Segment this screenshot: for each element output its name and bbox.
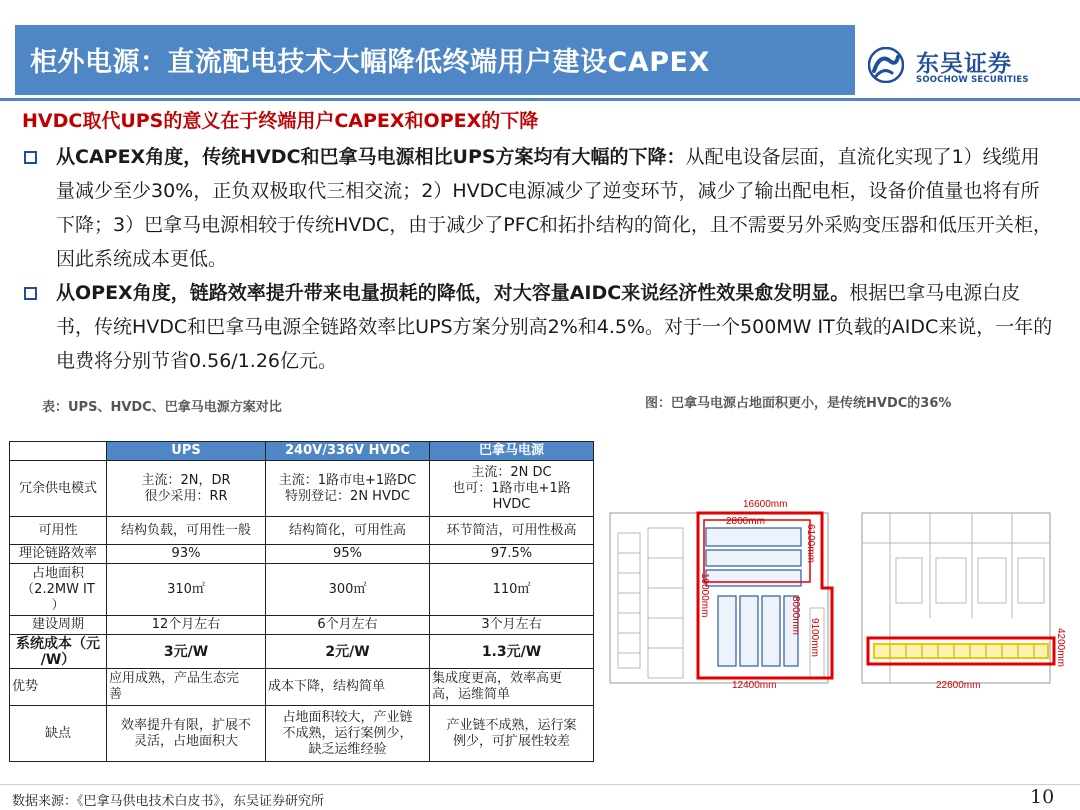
table-row <box>10 545 594 564</box>
table-header-cell: 巴拿马电源 <box>430 442 594 461</box>
table-row-label: 系统成本（元 /W） <box>10 635 107 669</box>
right-floor-plan <box>862 513 1066 691</box>
table-row-label: 冗余供电模式 <box>10 461 107 517</box>
dimension-label: 9100mm <box>809 618 820 657</box>
table-row-label: 占地面积 （2.2MW IT ） <box>10 564 107 616</box>
brand-logo-icon <box>868 47 904 83</box>
table-row <box>10 706 594 762</box>
table-row-label: 可用性 <box>10 517 107 545</box>
table-row <box>10 461 594 517</box>
dimension-label: 12400mm <box>732 680 777 691</box>
table-cell: 2元/W <box>266 635 430 669</box>
source-note: 数据来源：《巴拿马供电技术白皮书》，东吴证券研究所 <box>12 794 325 809</box>
table-cell: 结构简化，可用性高 <box>266 517 430 545</box>
table-cell: 12个月左右 <box>107 616 266 635</box>
table-row <box>10 669 594 706</box>
header-divider <box>0 98 1080 101</box>
table-cell: 110㎡ <box>430 564 594 616</box>
brand-name-cn: 东吴证券 <box>916 51 1012 77</box>
table-cell: 3个月左右 <box>430 616 594 635</box>
table-cell: 主流：1路市电+1路DC 特别登记：2N HVDC <box>266 461 430 517</box>
table-cell: 结构负载，可用性一般 <box>107 517 266 545</box>
table-cell: 95% <box>266 545 430 564</box>
table-cell: 主流：2N，DR 很少采用：RR <box>107 461 266 517</box>
comparison-table <box>9 441 594 762</box>
table-cell: 3元/W <box>107 635 266 669</box>
table-row-label: 优势 <box>10 669 107 706</box>
bullet-opex <box>22 276 1057 378</box>
table-row <box>10 616 594 635</box>
table-cell: 97.5% <box>430 545 594 564</box>
brand-logo <box>868 45 1068 90</box>
table-cell: 集成度更高，效率高更 高，运维简单 <box>430 669 594 706</box>
dimension-label: 6100mm <box>805 524 816 563</box>
bullet-square-icon <box>24 151 37 164</box>
figure-caption: 图：巴拿马电源占地面积更小，是传统HVDC的36% <box>645 396 952 411</box>
table-cell: 效率提升有限，扩展不 灵活，占地面积大 <box>107 706 266 762</box>
table-cell: 环节简洁，可用性极高 <box>430 517 594 545</box>
table-cell: 6个月左右 <box>266 616 430 635</box>
table-cell: 占地面积较大，产业链 不成熟，运行案例少， 缺乏运维经验 <box>266 706 430 762</box>
table-cell: 成本下降，结构简单 <box>266 669 430 706</box>
table-header-row <box>10 442 594 461</box>
dimension-label: 4200mm <box>1055 628 1066 667</box>
dimension-label: 8000mm <box>790 596 801 635</box>
dimension-label: 22600mm <box>936 680 981 691</box>
section-subtitle: HVDC取代UPS的意义在于终端用户CAPEX和OPEX的下降 <box>22 110 539 132</box>
floor-plan-figure <box>600 478 1078 768</box>
page-title: 柜外电源：直流配电技术大幅降低终端用户建设CAPEX <box>30 47 710 78</box>
table-row <box>10 517 594 545</box>
bullet-capex-body: 从配电设备层面，直流化实现了1）线缆用量减少至少30%，正负双极取代三相交流；2）HVDC电源减少了逆变环节，减少了输出配电柜，设备价值量也将有所下降；3）巴拿马电源相较于传统HVDC，由于减少了PFC和拓扑结构的简化，且不需要另外采购变压器和低压开关柜，因此系统成本更低。 <box>56 146 1052 270</box>
table-row <box>10 564 594 616</box>
table-caption: 表：UPS、HVDC、巴拿马电源方案对比 <box>42 400 282 415</box>
table-cell: 300㎡ <box>266 564 430 616</box>
bullet-capex <box>22 140 1057 276</box>
dimension-label: 19000mm <box>699 573 710 618</box>
footer-divider <box>0 784 1080 785</box>
table-header-cell: UPS <box>107 442 266 461</box>
bullet-opex-lead: 从OPEX角度，链路效率提升带来电量损耗的降低，对大容量AIDC来说经济性效果愈发明显。 <box>56 282 850 304</box>
table-row-label: 理论链路效率 <box>10 545 107 564</box>
brand-name-en: SOOCHOW SECURITIES <box>916 75 1029 85</box>
table-cell: 主流：2N DC 也可：1路市电+1路 HVDC <box>430 461 594 517</box>
dimension-label: 2800mm <box>726 516 765 527</box>
table-cell: 应用成熟，产品生态完 善 <box>107 669 266 706</box>
table-row <box>10 635 594 669</box>
table-header-cell: 240V/336V HVDC <box>266 442 430 461</box>
table-header-cell <box>10 442 107 461</box>
bullet-capex-lead: 从CAPEX角度，传统HVDC和巴拿马电源相比UPS方案均有大幅的下降： <box>56 146 686 168</box>
bullet-opex-body: 根据巴拿马电源白皮书，传统HVDC和巴拿马电源全链路效率比UPS方案分别高2%和4.5%。对于一个500MW IT负载的AIDC来说，一年的电费将分别节省0.56/1.26亿元。 <box>56 282 1053 372</box>
bullet-square-icon <box>24 287 37 300</box>
page-number: 10 <box>1030 786 1055 808</box>
left-floor-plan <box>610 499 832 691</box>
table-cell: 产业链不成熟，运行案 例少，可扩展性较差 <box>430 706 594 762</box>
table-row-label: 缺点 <box>10 706 107 762</box>
dimension-label: 16600mm <box>743 499 788 510</box>
table-cell: 93% <box>107 545 266 564</box>
table-cell: 310㎡ <box>107 564 266 616</box>
table-row-label: 建设周期 <box>10 616 107 635</box>
table-cell: 1.3元/W <box>430 635 594 669</box>
